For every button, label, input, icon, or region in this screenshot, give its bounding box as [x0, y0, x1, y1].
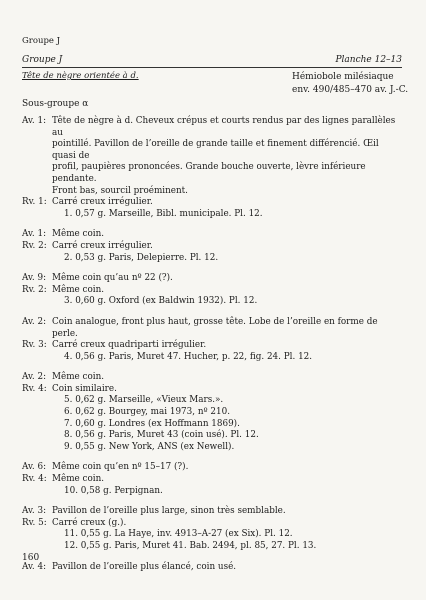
- section-heading: Groupe J: [22, 55, 63, 65]
- die-entry: [22, 285, 404, 297]
- die-entry-continuation: [22, 162, 404, 185]
- page-number: 160: [22, 553, 40, 563]
- coin-specimen: 5. 0,62 g. Marseille, «Vieux Mars.».: [64, 395, 224, 406]
- die-entry: [22, 384, 404, 396]
- coin-specimen: 1. 0,57 g. Marseille, Bibl. municipale. Pl. 12.: [64, 208, 263, 219]
- subgroup-title: Sous-groupe α: [22, 99, 89, 109]
- running-head: Groupe J: [22, 36, 61, 46]
- die-label: [22, 139, 52, 162]
- entry-gap: [22, 308, 404, 317]
- die-entry: [22, 340, 404, 352]
- die-label: Rv. 1:: [22, 197, 47, 208]
- die-text: profil, paupières prononcées. Grande bouche ouverte, lèvre inférieure pendante.: [52, 162, 366, 184]
- denomination-name: Hémiobole milésiaque: [292, 72, 394, 82]
- die-entry: [22, 229, 404, 241]
- die-label: Rv. 2:: [22, 284, 47, 295]
- die-text: Même coin.: [52, 474, 105, 485]
- die-label: Av. 1:: [22, 229, 47, 240]
- die-label: Av. 3:: [22, 506, 47, 517]
- die-entry: [22, 372, 404, 384]
- die-entry: [22, 506, 404, 518]
- die-text: Même coin.: [52, 284, 105, 295]
- die-text: Tête de nègre à d. Cheveux crépus et courts rendus par des lignes parallèles au: [52, 116, 396, 138]
- entry-gap: [22, 553, 404, 562]
- die-text: Même coin.: [52, 229, 105, 240]
- coin-specimen: 8. 0,56 g. Paris, Muret 43 (coin usé). Pl. 12.: [64, 430, 259, 441]
- type-description: Tête de nègre orientée à d.: [22, 71, 139, 81]
- coin-specimen: 6. 0,62 g. Bourgey, mai 1973, nº 210.: [64, 407, 231, 418]
- die-text: Carré creux quadriparti irrégulier.: [52, 340, 207, 351]
- die-text: Carré creux irrégulier.: [52, 197, 153, 208]
- catalogue-entries: [22, 116, 404, 573]
- die-entry: [22, 241, 404, 253]
- die-label: Rv. 4:: [22, 383, 47, 394]
- die-label: Av. 1:: [22, 116, 47, 126]
- die-entry: [22, 562, 404, 574]
- die-text: Carré creux irrégulier.: [52, 240, 153, 251]
- die-label: Av. 4:: [22, 561, 47, 572]
- die-entry: [22, 273, 404, 285]
- coin-specimen: 12. 0,55 g. Paris, Muret 41. Bab. 2494, pl. 85, 27. Pl. 13.: [64, 541, 317, 551]
- die-text: Même coin.: [52, 372, 105, 383]
- die-entry-continuation: [22, 139, 404, 162]
- entry-gap: [22, 363, 404, 372]
- coin-specimen: 10. 0,58 g. Perpignan.: [64, 485, 163, 496]
- plate-reference: Planche 12–13: [335, 55, 402, 65]
- die-entry: [22, 197, 404, 209]
- die-text: Pavillon de l’oreille plus large, sinon très semblable.: [52, 506, 286, 517]
- die-entry: [22, 116, 404, 139]
- die-text: Même coin qu’en nº 15–17 (?).: [52, 462, 189, 473]
- die-entry: [22, 474, 404, 486]
- denomination-block: [292, 71, 408, 97]
- die-label: Av. 6:: [22, 462, 47, 473]
- die-entry: [22, 317, 404, 340]
- die-text: pointillé. Pavillon de l’oreille de grande taille et finement différencié. Œil quasi de: [52, 139, 379, 161]
- die-label: Rv. 3:: [22, 340, 47, 351]
- denomination-date: env. 490/485–470 av. J.-C.: [292, 85, 409, 95]
- die-text: Même coin qu’au nº 22 (?).: [52, 273, 173, 284]
- die-label: Av. 9:: [22, 273, 47, 284]
- die-label: Av. 2:: [22, 372, 47, 383]
- die-label: Rv. 4:: [22, 474, 47, 485]
- header-rule: [22, 67, 402, 68]
- entry-gap: [22, 264, 404, 273]
- die-entry: [22, 518, 404, 530]
- entry-gap: [22, 497, 404, 506]
- die-label: Rv. 5:: [22, 517, 47, 528]
- die-label: Rv. 2:: [22, 240, 47, 251]
- coin-specimen: 4. 0,56 g. Paris, Muret 47. Hucher, p. 22, fig. 24. Pl. 12.: [64, 351, 313, 362]
- die-label: [22, 186, 52, 198]
- die-entry: [22, 462, 404, 474]
- die-label: [22, 162, 52, 185]
- coin-specimen: 11. 0,55 g. La Haye, inv. 4913–A-27 (ex Six). Pl. 12.: [64, 529, 293, 540]
- coin-specimen: 2. 0,53 g. Paris, Delepierre. Pl. 12.: [64, 252, 219, 263]
- coin-specimen: 9. 0,55 g. New York, ANS (ex Newell).: [64, 441, 235, 452]
- entry-gap: [22, 220, 404, 229]
- die-entry-continuation: [22, 186, 404, 198]
- coin-specimen: 3. 0,60 g. Oxford (ex Baldwin 1932). Pl. 12.: [64, 296, 258, 307]
- die-label: Av. 2:: [22, 316, 47, 327]
- die-text: Front bas, sourcil proéminent.: [52, 185, 188, 196]
- coin-specimen: 7. 0,60 g. Londres (ex Hoffmann 1869).: [64, 418, 240, 429]
- die-text: Pavillon de l’oreille plus élancé, coin usé.: [52, 561, 237, 572]
- die-text: Coin similaire.: [52, 383, 117, 394]
- die-text: Carré creux (g.).: [52, 517, 127, 528]
- die-text: Coin analogue, front plus haut, grosse tête. Lobe de l’oreille en forme de perle.: [52, 316, 378, 339]
